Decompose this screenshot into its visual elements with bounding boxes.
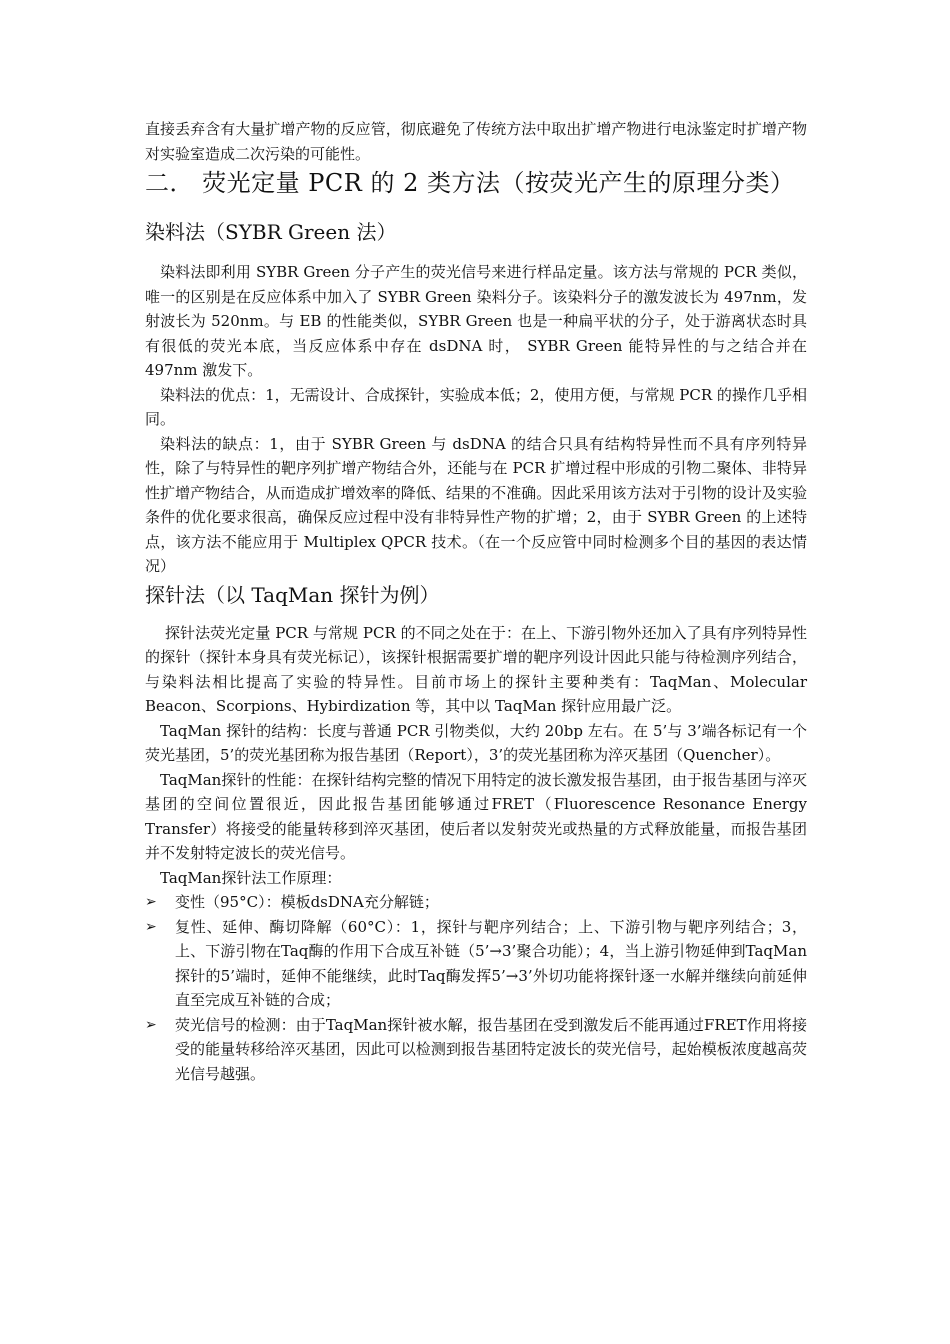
taqman-steps-list: [145, 890, 807, 1086]
arrow-bullet-icon: ➢: [145, 918, 157, 935]
probe-method-heading: 探针法（以 TaqMan 探针为例）: [145, 582, 440, 607]
step-text: 复性、延伸、酶切降解（60°C）：1，探针与靶序列结合；上、下游引物与靶序列结合；3，上、下游引物在Taq酶的作用下合成互补链（5’→3’聚合功能）；4，当上游引物延伸到TaqMan探针的5’端时，延伸不能继续，此时Taq酶发挥5’→3’外切功能将探针逐一水解并继续向前延伸直至完成互补链的合成；: [175, 917, 807, 1009]
list-item: [145, 1013, 807, 1087]
taqman-performance-paragraph: TaqMan探针的性能：在探针结构完整的情况下用特定的波长激发报告基团，由于报告基团与淬灭基团的空间位置很近，因此报告基团能够通过FRET（Fluorescence Resonance Energy Transfer）将接受的能量转移到淬灭基团，使后者以发射荧光或热量的方式释放能量，而报告基团并不发射特定波长的荧光信号。: [145, 770, 807, 862]
document-page: [145, 117, 807, 1086]
step-text: 荧光信号的检测：由于TaqMan探针被水解，报告基团在受到激发后不能再通过FRET作用将接受的能量转移给淬灭基团，因此可以检测到报告基团特定波长的荧光信号，起始模板浓度越高荧光信号越强。: [175, 1015, 807, 1083]
dye-method-paragraph: 染料法即利用 SYBR Green 分子产生的荧光信号来进行样品定量。该方法与常规的 PCR 类似，唯一的区别是在反应体系中加入了 SYBR Green 染料分子。该染料分子的激发波长为 497nm，发射波长为 520nm。与 EB 的性能类似，SYBR Green 也是一种扁平状的分子，处于游离状态时具有很低的荧光本底，当反应体系中存在 dsDNA 时， SYBR Green 能特异性的与之结合并在 497nm 激发下。: [145, 263, 807, 379]
arrow-bullet-icon: ➢: [145, 1016, 157, 1033]
taqman-structure-paragraph: TaqMan 探针的结构：长度与普通 PCR 引物类似，大约 20bp 左右。在 5’与 3’端各标记有一个荧光基团，5’的荧光基团称为报告基团（Report），3’的荧光基团称为淬灭基团（Quencher）。: [145, 721, 807, 764]
arrow-bullet-icon: ➢: [145, 894, 157, 910]
list-item: [145, 915, 807, 1013]
dye-method-advantages: 染料法的优点：1，无需设计、合成探针，实验成本低；2，使用方便，与常规 PCR 的操作几乎相同。: [145, 385, 807, 428]
section-title: 二． 荧光定量 PCR 的 2 类方法（按荧光产生的原理分类）: [145, 169, 795, 197]
intro-paragraph: 直接丢弃含有大量扩增产物的反应管，彻底避免了传统方法中取出扩增产物进行电泳鉴定时扩增产物对实验室造成二次污染的可能性。: [145, 120, 807, 163]
dye-method-heading: 染料法（SYBR Green 法）: [145, 220, 397, 244]
dye-method-disadvantages: 染料法的缺点：1，由于 SYBR Green 与 dsDNA 的结合只具有结构特异性而不具有序列特异性，除了与特异性的靶序列扩增产物结合外，还能与在 PCR 扩增过程中形成的引物二聚体、非特异性扩增产物结合，从而造成扩增效率的降低、结果的不准确。因此采用该方法对于引物的设计及实验条件的优化要求很高，确保反应过程中没有非特异性产物的扩增；2，由于 SYBR Green 的上述特点，该方法不能应用于 Multiplex QPCR 技术。（在一个反应管中同时检测多个目的基因的表达情况）: [145, 434, 807, 575]
step-text: 变性（95°C）：模板dsDNA充分解链；: [175, 893, 439, 911]
taqman-principle-label: TaqMan探针法工作原理：: [160, 868, 342, 887]
probe-method-paragraph: 探针法荧光定量 PCR 与常规 PCR 的不同之处在于：在上、下游引物外还加入了具有序列特异性的探针（探针本身具有荧光标记），该探针根据需要扩增的靶序列设计因此只能与待检测序列结合，与染料法相比提高了实验的特异性。目前市场上的探针主要种类有：TaqMan、Molecular Beacon、Scorpions、Hybirdization 等，其中以 TaqMan 探针应用最广泛。: [145, 623, 807, 715]
list-item: [145, 890, 807, 915]
